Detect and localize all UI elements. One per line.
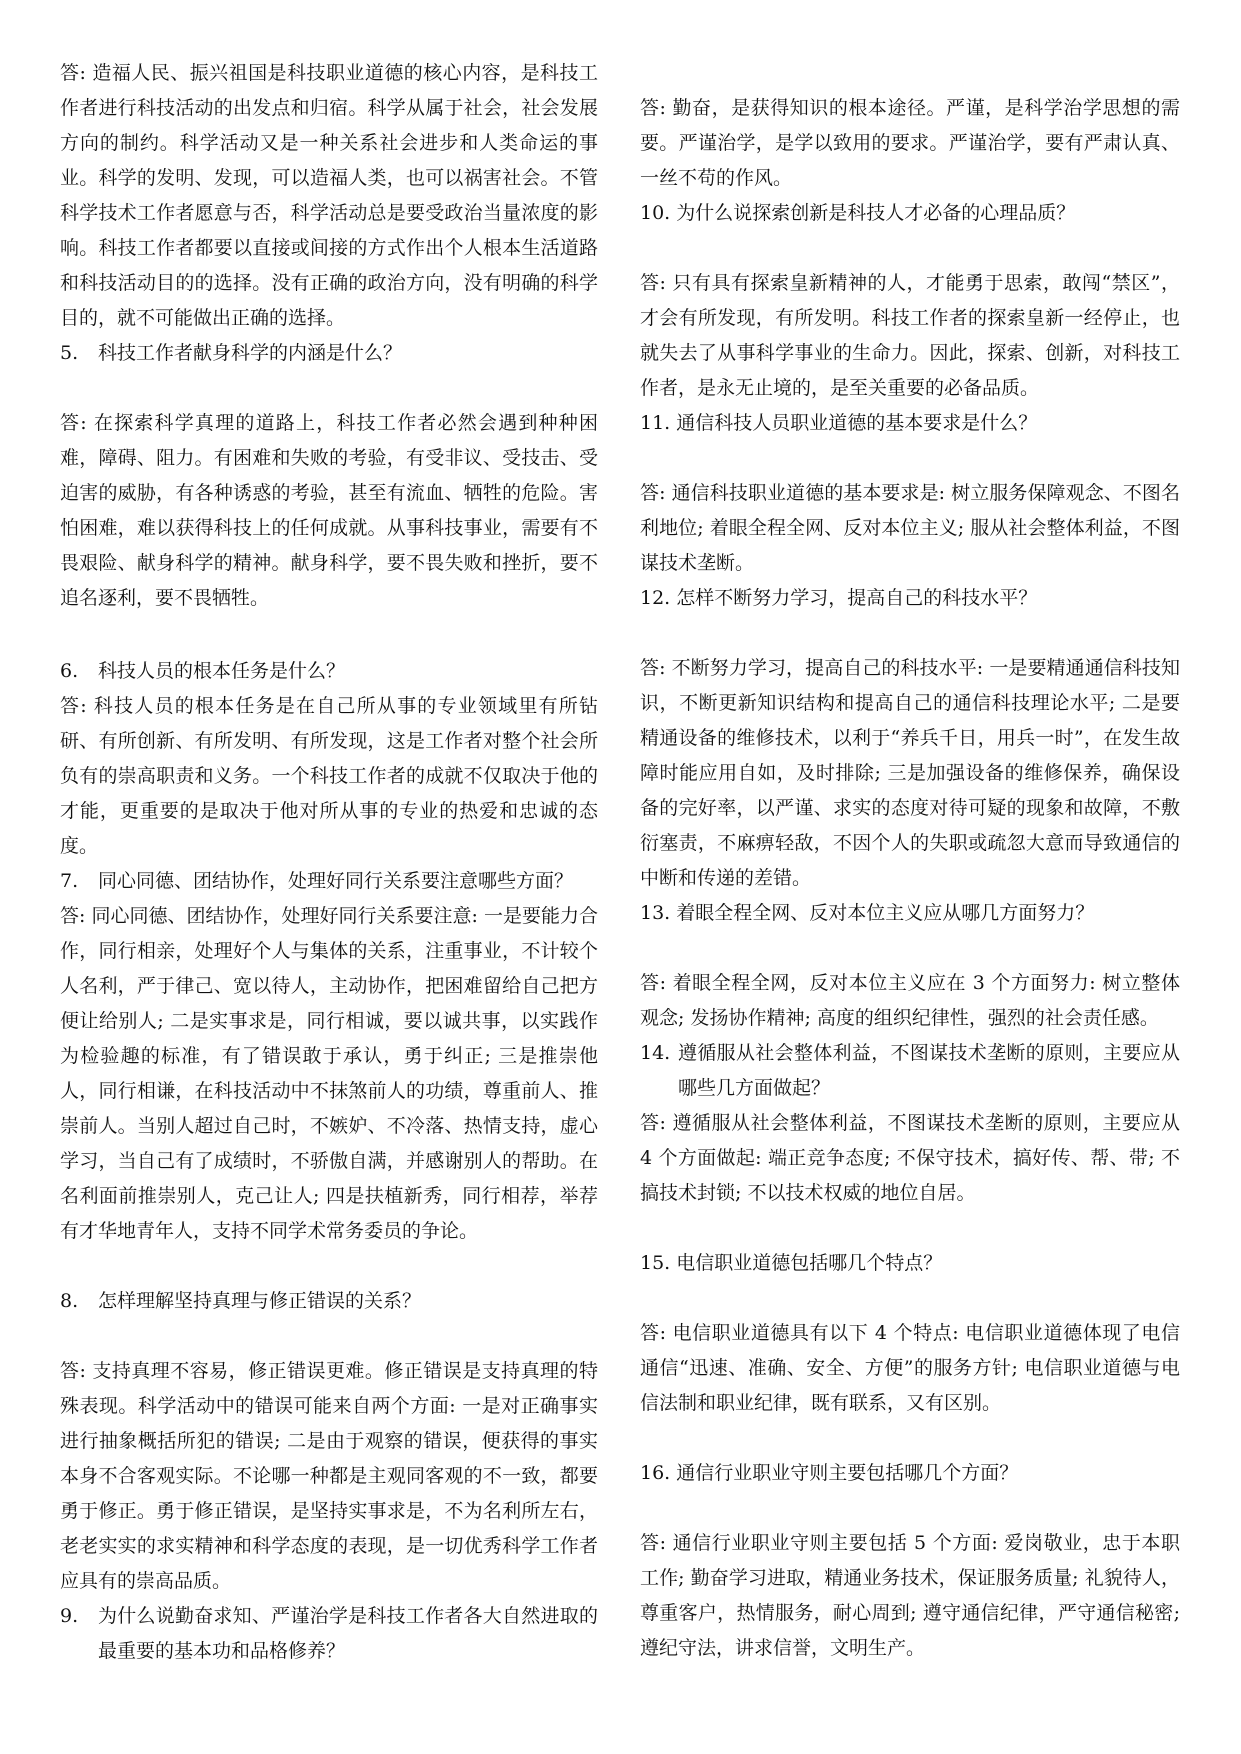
answer-8: 答: 支持真理不容易，修正错误更难。修正错误是支持真理的特殊表现。科学活动中的错误可能来自两个方面: 一是对正确事实进行抽象概括所犯的错误; 二是由于观察的错误，便获得的事实本身不合客观实际。不论哪一种都是主观同客观的不一致，都要勇于修正。勇于修正错误，是坚持实事求是，不为名利所左右，老老实实的求实精神和科学态度的表现，是一切优秀科学工作者应具有的崇高品质。 (60, 1360, 598, 1592)
answer-9: 答: 勤奋，是获得知识的根本途径。严谨，是科学治学思想的需要。严谨治学，是学以致用的要求。严谨治学，要有严肃认真、一丝不苟的作风。 (640, 97, 1180, 189)
spacer (60, 1249, 598, 1284)
answer-14: 答: 遵循服从社会整体利益，不图谋技术垄断的原则，主要应从 4 个方面做起: 端正竞争态度; 不保守技术，搞好传、帮、带; 不搞技术封锁; 不以技术权威的地位自居。 (640, 1112, 1180, 1204)
question-number: 14. (640, 1042, 671, 1064)
spacer (640, 441, 1180, 476)
question-number: 8. (60, 1290, 79, 1312)
question-number: 7. (60, 870, 79, 892)
question-16: 16. 通信行业职业守则主要包括哪几个方面？ (640, 1462, 1019, 1484)
spacer (640, 616, 1180, 651)
question-13: 13. 着眼全程全网、反对本位主义应从哪几方面努力？ (640, 902, 1095, 924)
spacer (640, 1491, 1180, 1526)
question-11: 11. 通信科技人员职业道德的基本要求是什么？ (640, 412, 1038, 434)
question-12: 12. 怎样不断努力学习，提高自己的科技水平？ (640, 587, 1038, 609)
question-9 (60, 1599, 598, 1669)
spacer (640, 931, 1180, 966)
answer-12: 答: 不断努力学习，提高自己的科技水平: 一是要精通通信科技知识，不断更新知识结构和提高自己的通信科技理论水平; 二是要精通设备的维修技术，以利于“养兵千日，用兵一时”，在发生故障时能应用自如，及时排除; 三是加强设备的维修保养，确保设备的完好率，以严谨、求实的态度对待可疑的现象和故障，不敷衍塞责，不麻痹轻敌，不因个人的失职或疏忽大意而导致通信的中断和传递的差错。 (640, 657, 1180, 889)
answer-5: 答: 在探索科学真理的道路上，科技工作者必然会遇到种种困难，障碍、阻力。有困难和失败的考验，有受非议、受技击、受迫害的威胁，有各种诱惑的考验，甚至有流血、牺牲的危险。害怕困难，难以获得科技上的任何成就。从事科技事业，需要有不畏艰险、献身科学的精神。献身科学，要不畏失败和挫折，要不追名逐利，要不畏牺牲。 (60, 412, 598, 609)
question-text: 科技工作者献身科学的内涵是什么？ (98, 342, 403, 364)
right-column (640, 91, 1180, 1666)
question-10: 10. 为什么说探索创新是科技人才必备的心理品质？ (640, 202, 1076, 224)
question-number: 9. (60, 1605, 79, 1627)
question-text: 科技人员的根本任务是什么？ (98, 660, 346, 682)
spacer (640, 1421, 1180, 1456)
question-number: 5. (60, 342, 79, 364)
spacer (640, 231, 1180, 266)
spacer (640, 1281, 1180, 1316)
question-7 (60, 864, 598, 899)
question-14 (640, 1036, 1180, 1106)
question-text: 同心同德、团结协作，处理好同行关系要注意哪些方面？ (98, 870, 574, 892)
question-number: 6. (60, 660, 79, 682)
answer-11: 答: 通信科技职业道德的基本要求是: 树立服务保障观念、不图名利地位; 着眼全程全网、反对本位主义; 服从社会整体利益，不图谋技术垄断。 (640, 482, 1180, 574)
spacer (60, 616, 598, 651)
spacer (640, 1211, 1180, 1246)
answer-15: 答: 电信职业道德具有以下 4 个特点: 电信职业道德体现了电信通信“迅速、准确、安全、方便”的服务方针; 电信职业道德与电信法制和职业纪律，既有联系，又有区别。 (640, 1322, 1180, 1414)
question-text: 为什么说勤奋求知、严谨治学是科技工作者各大自然进取的最重要的基本功和品格修养？ (98, 1605, 598, 1662)
spacer (60, 371, 598, 406)
spacer (60, 1319, 598, 1354)
question-6 (60, 654, 598, 689)
answer-4-tail: 答: 造福人民、振兴祖国是科技职业道德的核心内容，是科技工作者进行科技活动的出发点和归宿。科学从属于社会，社会发展方向的制约。科学活动又是一种关系社会进步和人类命运的事业。科学的发明、发现，可以造福人类，也可以祸害社会。不管科学技术工作者愿意与否，科学活动总是要受政治当量浓度的影响。科技工作者都要以直接或间接的方式作出个人根本生活道路和科技活动目的的选择。没有正确的政治方向，没有明确的科学目的，就不可能做出正确的选择。 (60, 62, 598, 329)
question-8 (60, 1284, 598, 1319)
question-5 (60, 336, 598, 371)
answer-16: 答: 通信行业职业守则主要包括 5 个方面: 爱岗敬业，忠于本职工作; 勤奋学习进取，精通业务技术，保证服务质量; 礼貌待人，尊重客户，热情服务，耐心周到; 遵守通信纪律，严守通信秘密; 遵纪守法，讲求信誉，文明生产。 (640, 1532, 1180, 1659)
answer-10: 答: 只有具有探索皇新精神的人，才能勇于思索，敢闯“禁区”，才会有所发现，有所发明。科技工作者的探索皇新一经停止，也就失去了从事科学事业的生命力。因此，探索、创新，对科技工作者，是永无止境的，是至关重要的必备品质。 (640, 272, 1180, 399)
left-column (60, 56, 598, 1669)
question-15: 15. 电信职业道德包括哪几个特点？ (640, 1252, 943, 1274)
answer-6: 答: 科技人员的根本任务是在自己所从事的专业领域里有所钻研、有所创新、有所发明、有所发现，这是工作者对整个社会所负有的崇高职责和义务。一个科技工作者的成就不仅取决于他的才能，更重要的是取决于他对所从事的专业的热爱和忠诚的态度。 (60, 695, 598, 857)
question-text: 遵循服从社会整体利益，不图谋技术垄断的原则，主要应从哪些几方面做起？ (678, 1042, 1180, 1099)
answer-13: 答: 着眼全程全网，反对本位主义应在 3 个方面努力: 树立整体观念; 发扬协作精神; 高度的组织纪律性，强烈的社会责任感。 (640, 972, 1180, 1029)
answer-7: 答: 同心同德、团结协作，处理好同行关系要注意: 一是要能力合作，同行相亲，处理好个人与集体的关系，注重事业，不计较个人名利，严于律己、宽以待人，主动协作，把困难留给自己把方便让给别人; 二是实事求是，同行相诚，要以诚共事，以实践作为检验趣的标准，有了错误敢于承认，勇于纠正; 三是推崇他人，同行相谦，在科技活动中不抹煞前人的功绩，尊重前人、推崇前人。当别人超过自己时，不嫉妒、不冷落、热情支持，虚心学习，当自己有了成绩时，不骄傲自满，并感谢别人的帮助。在名利面前推崇别人，克己让人; 四是扶植新秀，同行相荐，举荐有才华地青年人，支持不同学术常务委员的争论。 (60, 905, 598, 1242)
question-text: 怎样理解坚持真理与修正错误的关系？ (98, 1290, 422, 1312)
